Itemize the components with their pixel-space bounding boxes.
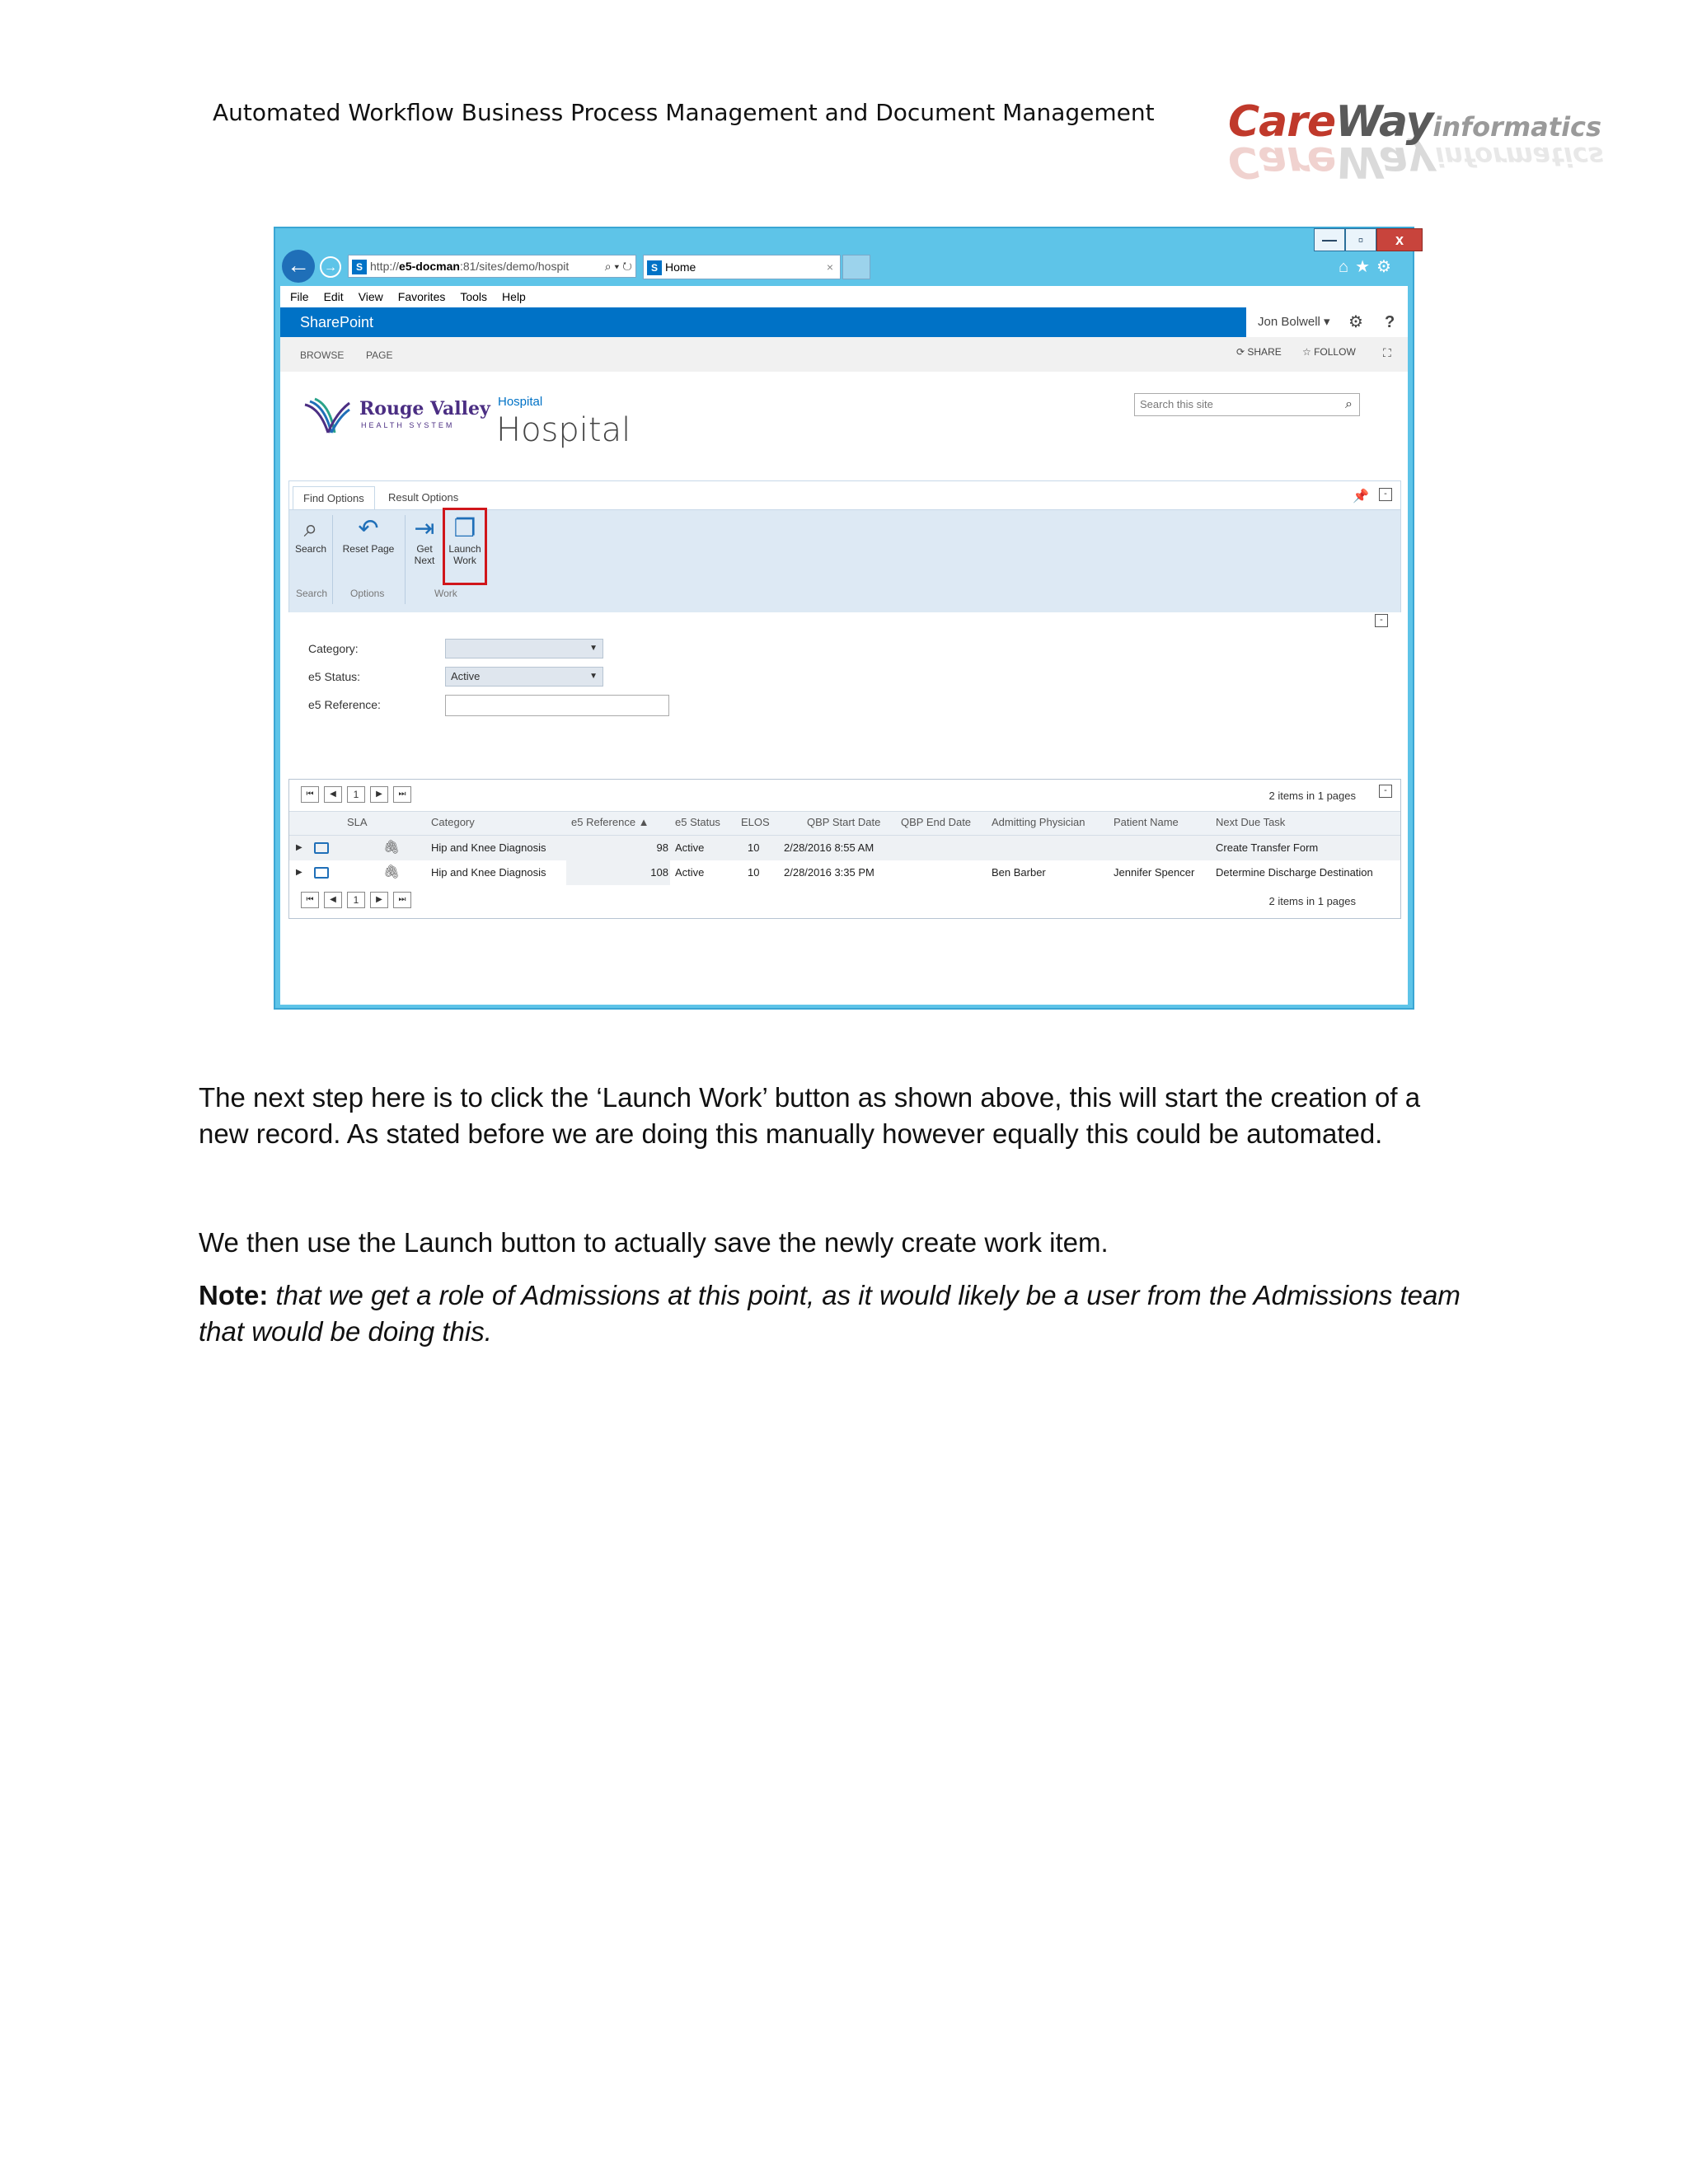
- search-input[interactable]: [1134, 393, 1360, 416]
- cell-elos: 10: [748, 866, 760, 879]
- prev-page-button[interactable]: ◀: [324, 786, 342, 803]
- launch-work-icon: ❐: [453, 515, 476, 542]
- menu-view[interactable]: View: [358, 290, 383, 303]
- reset-page-label: Reset Page: [342, 543, 395, 555]
- ribbon-body: [289, 509, 1400, 612]
- group-options-label: Options: [350, 588, 385, 599]
- launch-work-label-2: Work: [453, 555, 476, 566]
- col-admitting-physician[interactable]: Admitting Physician: [992, 816, 1085, 828]
- maximize-button[interactable]: ▫: [1345, 228, 1376, 251]
- page-title: Hospital: [496, 411, 631, 449]
- status-select[interactable]: [445, 667, 603, 687]
- table-row[interactable]: [289, 860, 1400, 885]
- col-qbp-start[interactable]: QBP Start Date: [807, 816, 881, 828]
- cell-status: Active: [675, 841, 705, 854]
- sharepoint-favicon-icon: S: [352, 260, 367, 274]
- paragraph-launch-work: [199, 1080, 1517, 1152]
- cell-physician: Ben Barber: [992, 866, 1046, 879]
- note-label: Note:: [199, 1280, 269, 1310]
- tab-find-options[interactable]: Find Options: [293, 486, 375, 510]
- address-bar[interactable]: [348, 255, 636, 278]
- user-area: [1246, 307, 1408, 338]
- get-next-icon: ⇥: [414, 515, 435, 542]
- logo-way: Way: [1335, 97, 1433, 147]
- group-work-label: Work: [434, 588, 457, 599]
- col-e5-status[interactable]: e5 Status: [675, 816, 720, 828]
- home-icon[interactable]: ⌂: [1339, 258, 1356, 276]
- tab-title: Home: [665, 260, 696, 274]
- tab-favicon-icon: S: [647, 260, 662, 275]
- magnifier-icon: ⌕: [303, 515, 318, 542]
- ribbon-tab-row: [280, 337, 1408, 372]
- browser-window: [274, 227, 1414, 1010]
- next-page-button[interactable]: ▶: [370, 786, 388, 803]
- chevron-down-icon: ▼: [589, 672, 598, 681]
- logo-informatics: informatics: [1432, 111, 1602, 143]
- cell-patient: Jennifer Spencer: [1114, 866, 1195, 879]
- collapse-icon[interactable]: -: [1379, 488, 1392, 501]
- cell-task: Create Transfer Form: [1216, 841, 1319, 854]
- page-number[interactable]: 1: [347, 892, 365, 908]
- browser-tab-home[interactable]: [643, 255, 841, 279]
- star-icon: ☆: [1302, 346, 1315, 358]
- address-controls-icon[interactable]: ⌕ ▾ ↻: [604, 260, 632, 273]
- cell-reference: 108: [650, 866, 668, 879]
- last-page-button[interactable]: ⏭: [393, 892, 411, 908]
- col-qbp-end[interactable]: QBP End Date: [901, 816, 972, 828]
- cell-category: Hip and Knee Diagnosis: [431, 841, 546, 854]
- menu-edit[interactable]: Edit: [323, 290, 344, 303]
- note-text-cont: that would be doing this.: [199, 1316, 492, 1347]
- status-value: Active: [451, 670, 481, 682]
- get-next-label-2: Next: [414, 555, 435, 566]
- menu-help[interactable]: Help: [502, 290, 526, 303]
- rouge-valley-logo[interactable]: [303, 393, 490, 443]
- forward-arrow-icon[interactable]: →: [320, 256, 341, 278]
- menu-bar: [280, 286, 1408, 307]
- pager-bottom: [301, 892, 411, 908]
- col-patient-name[interactable]: Patient Name: [1114, 816, 1179, 828]
- paragraph-line: new record. As stated before we are doing this manually however equally this could be automated.: [199, 1118, 1383, 1149]
- prev-page-button[interactable]: ◀: [324, 892, 342, 908]
- filter-form: [280, 632, 775, 731]
- launch-work-highlight: [443, 508, 487, 585]
- search-icon[interactable]: ⌕: [1345, 397, 1353, 411]
- launch-work-label-1: Launch: [448, 543, 481, 555]
- minimize-button[interactable]: —: [1314, 228, 1345, 251]
- cell-category: Hip and Knee Diagnosis: [431, 866, 546, 879]
- reference-label: e5 Reference:: [308, 698, 381, 711]
- item-count-top: 2 items in 1 pages: [1268, 790, 1356, 802]
- focus-on-content-icon[interactable]: ⛶: [1383, 346, 1391, 359]
- sharepoint-suite-bar: [280, 307, 1408, 337]
- tab-close-icon[interactable]: ×: [826, 260, 833, 274]
- attachment-icon[interactable]: 🖇: [383, 865, 401, 879]
- folder-icon[interactable]: [314, 867, 329, 879]
- undo-icon: ↶: [358, 515, 379, 542]
- menu-tools[interactable]: Tools: [460, 290, 488, 303]
- menu-favorites[interactable]: Favorites: [397, 290, 446, 303]
- paragraph-line: The next step here is to click the ‘Launch Work’ button as shown above, this will start the creation of a: [199, 1082, 1421, 1113]
- browser-viewport: [280, 286, 1408, 1005]
- document-header-title: Automated Workflow Business Process Management and Document Management: [213, 99, 1155, 126]
- category-label: Category:: [308, 642, 359, 655]
- results-grid: [288, 779, 1401, 919]
- help-icon[interactable]: ?: [1385, 313, 1395, 331]
- attachment-icon[interactable]: 🖇: [383, 841, 401, 855]
- pin-icon[interactable]: 📌: [1353, 490, 1369, 504]
- col-category[interactable]: Category: [431, 816, 475, 828]
- note-text: that we get a role of Admissions at this point, as it would likely be a user from the Admissions team: [268, 1280, 1461, 1310]
- page-number[interactable]: 1: [347, 786, 365, 803]
- note-paragraph: [199, 1277, 1517, 1350]
- window-controls: [1314, 228, 1423, 251]
- next-page-button[interactable]: ▶: [370, 892, 388, 908]
- cell-elos: 10: [748, 841, 760, 854]
- tab-browse[interactable]: BROWSE: [300, 349, 345, 361]
- settings-gear-icon[interactable]: ⚙: [1376, 258, 1398, 276]
- menu-file[interactable]: File: [290, 290, 309, 303]
- collapse-icon[interactable]: -: [1379, 785, 1392, 798]
- share-button[interactable]: ⟳ SHARE: [1236, 346, 1282, 358]
- category-select[interactable]: [445, 639, 603, 658]
- expand-icon[interactable]: ▶: [296, 843, 302, 852]
- group-search-label: Search: [296, 588, 328, 599]
- tab-page[interactable]: PAGE: [366, 349, 393, 361]
- pager-top: [301, 786, 411, 803]
- search-ribbon-button[interactable]: [294, 515, 327, 555]
- cell-reference: 98: [656, 841, 668, 854]
- col-next-due-task[interactable]: Next Due Task: [1216, 816, 1286, 828]
- rouge-valley-name: Rouge Valley: [359, 398, 490, 419]
- cell-task: Determine Discharge Destination: [1216, 866, 1373, 879]
- panel-tabs: [289, 481, 1400, 509]
- expand-icon[interactable]: ▶: [296, 868, 302, 877]
- favorites-star-icon[interactable]: ★: [1355, 258, 1377, 276]
- gear-icon[interactable]: ⚙: [1348, 313, 1363, 331]
- chevron-down-icon: ▼: [589, 644, 598, 653]
- paragraph-launch-button: We then use the Launch button to actually save the newly create work item.: [199, 1227, 1109, 1258]
- tab-result-options[interactable]: Result Options: [388, 491, 459, 504]
- toolbar-icons: [1339, 256, 1398, 277]
- first-page-button[interactable]: ⏮: [301, 892, 319, 908]
- folder-icon[interactable]: [314, 842, 329, 854]
- table-row[interactable]: [289, 836, 1400, 860]
- breadcrumb[interactable]: Hospital: [498, 395, 543, 409]
- find-options-panel: [288, 480, 1401, 612]
- cell-status: Active: [675, 866, 705, 879]
- cell-start: 2/28/2016 3:35 PM: [784, 866, 874, 879]
- address-url: http://e5-docman:81/sites/demo/hospit: [370, 260, 570, 273]
- ribbon-separator: [405, 515, 406, 604]
- search-button-label: Search: [294, 543, 327, 555]
- col-elos[interactable]: ELOS: [741, 816, 770, 828]
- reset-page-button[interactable]: [337, 515, 400, 555]
- reference-input[interactable]: [445, 695, 669, 716]
- back-arrow-icon[interactable]: ←: [282, 250, 315, 283]
- get-next-button[interactable]: [410, 515, 439, 566]
- last-page-button[interactable]: ⏭: [393, 786, 411, 803]
- rouge-valley-mark-icon: [303, 396, 351, 438]
- share-icon: ⟳: [1236, 346, 1248, 358]
- logo-reflection: CareWayinformatics: [1228, 137, 1605, 186]
- logo-care: Care: [1228, 97, 1336, 147]
- ribbon-separator: [332, 515, 333, 604]
- collapse-icon[interactable]: -: [1375, 614, 1388, 627]
- get-next-label-1: Get: [416, 543, 433, 555]
- sharepoint-brand[interactable]: SharePoint: [300, 314, 374, 330]
- rouge-valley-sub: HEALTH SYSTEM: [361, 421, 455, 429]
- careway-logo: [1228, 97, 1605, 186]
- status-label: e5 Status:: [308, 670, 361, 683]
- new-tab-button[interactable]: [842, 255, 870, 279]
- close-button[interactable]: x: [1376, 228, 1423, 251]
- first-page-button[interactable]: ⏮: [301, 786, 319, 803]
- item-count-bottom: 2 items in 1 pages: [1268, 895, 1356, 907]
- col-sla[interactable]: SLA: [347, 816, 368, 828]
- cell-start: 2/28/2016 8:55 AM: [784, 841, 874, 854]
- user-menu[interactable]: Jon Bolwell ▾: [1258, 315, 1330, 329]
- col-e5-reference[interactable]: e5 Reference ▲: [571, 816, 649, 828]
- follow-button[interactable]: ☆ FOLLOW: [1302, 346, 1356, 358]
- search-placeholder: Search this site: [1140, 398, 1213, 410]
